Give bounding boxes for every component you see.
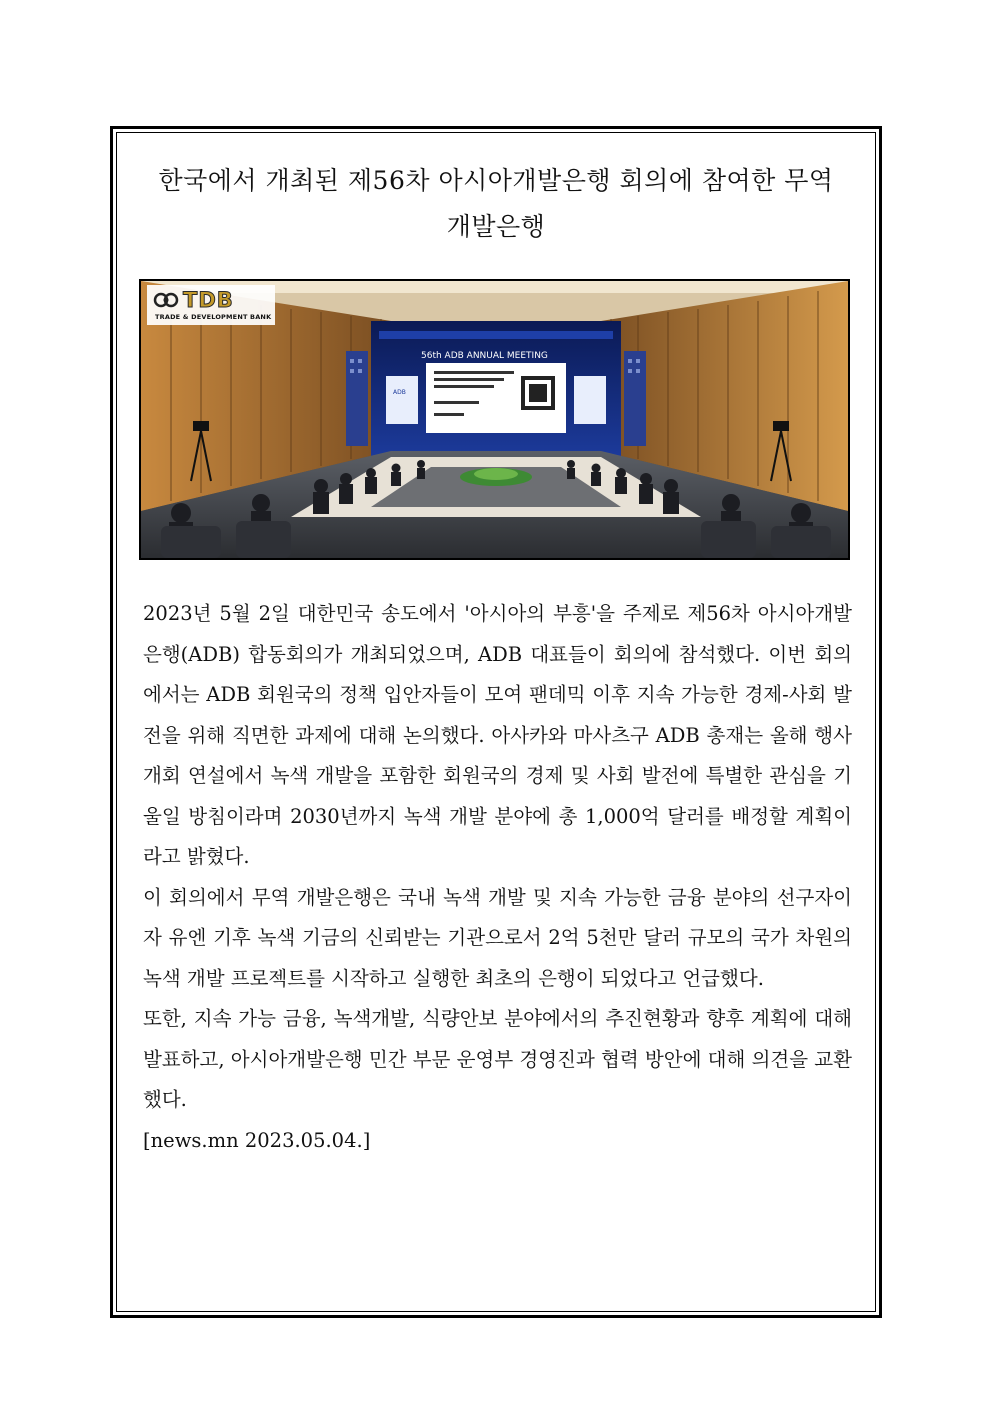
paragraph-1: 2023년 5월 2일 대한민국 송도에서 '아시아의 부흥'을 주제로 제56차 아시아개발은행(ADB) 합동회의가 개최되었으며, ADB 대표들이 회의에 참석했다. 이번 회의에서는 ADB 회원국의 정책 입안자들이 모여 팬데믹 이후 지속 가능한 경제-사회 발전을 위해 직면한 과제에 대해 논의했다. 아사카와 마사츠구 ADB 총재는 올해 행사 개회 연설에서 녹색 개발을 포함한 회원국의 경제 및 사회 발전에 특별한 관심을 기울일 방침이라며 2030년까지 녹색 개발 분야에 총 1,000억 달러를 배정할 계획이라고 밝혔다.	[143, 602, 852, 868]
paragraph-2: 이 회의에서 무역 개발은행은 국내 녹색 개발 및 지속 가능한 금융 분야의 선구자이자 유엔 기후 녹색 기금의 신뢰받는 기관으로서 2억 5천만 달러 규모의 국가 차원의 녹색 개발 프로젝트를 시작하고 실행한 최초의 은행이 되었다고 언급했다.	[143, 885, 852, 990]
meeting-photo	[139, 279, 850, 560]
article-title	[140, 158, 852, 250]
title-line-1: 한국에서 개최된 제56차 아시아개발은행 회의에 참여한 무역	[158, 166, 834, 195]
tdb-logo-subtitle: TRADE & DEVELOPMENT BANK	[155, 313, 272, 321]
article-body	[143, 594, 852, 1161]
tdb-logo-text: TDB	[183, 288, 234, 312]
source-citation: [news.mn 2023.05.04.]	[143, 1128, 371, 1152]
stage-banner-text: 56th ADB ANNUAL MEETING	[421, 351, 548, 361]
tdb-logo	[153, 289, 234, 311]
side-screen-logo: ADB	[393, 389, 406, 396]
conference-hall-image	[141, 281, 848, 558]
title-line-2: 개발은행	[446, 212, 546, 241]
tdb-emblem-icon	[153, 289, 179, 311]
paragraph-3: 또한, 지속 가능 금융, 녹색개발, 식량안보 분야에서의 추진현황과 향후 계획에 대해 발표하고, 아시아개발은행 민간 부문 운영부 경영진과 협력 방안에 대해 의견을 교환했다.	[143, 1007, 852, 1111]
